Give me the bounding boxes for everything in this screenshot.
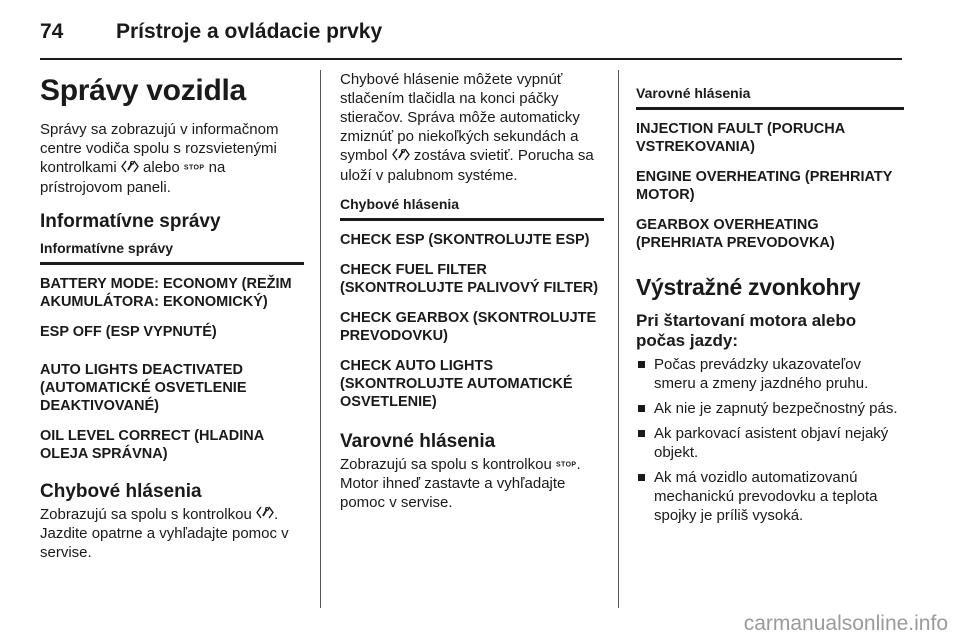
service-wrench-car-icon xyxy=(392,147,410,166)
column-3 xyxy=(636,70,904,531)
error-messages-heading: Chybové hlásenia xyxy=(40,480,202,502)
warning-messages-heading: Varovné hlásenia xyxy=(340,430,496,452)
chimes-subheading: Pri štartovaní motora alebo počas jazdy: xyxy=(636,311,857,350)
warning-paragraph: Zobrazujú sa spolu s kontrolkou STOP. Motor ihneď zastavte a vyhľadajte pomoc v servise. xyxy=(340,455,581,512)
warning-message: ENGINE OVERHEATING (PREHRIATY MOTOR) xyxy=(636,169,893,203)
info-message: OIL LEVEL CORRECT (HLADINA OLEJA SPRÁVNA) xyxy=(40,427,264,462)
chimes-list xyxy=(636,355,904,525)
info-table-header: Informatívne správy xyxy=(40,237,304,265)
intro-paragraph: Správy sa zobrazujú v informačnom centre vodiča spolu s rozsvietenými kontrolkami alebo STOP na prístrojovom paneli. xyxy=(40,121,279,196)
list-item: Ak nie je zapnutý bezpečnostný pás. xyxy=(636,399,904,418)
error-message: CHECK FUEL FILTER (SKONTROLUJTE PALIVOVÝ FILTER) xyxy=(340,261,599,296)
bullet-square-icon xyxy=(638,361,645,368)
page-header xyxy=(40,14,900,58)
info-messages-heading: Informatívne správy xyxy=(40,210,221,232)
warning-message: GEARBOX OVERHEATING (PREHRIATA PREVODOVKA) xyxy=(636,217,835,251)
list-item: Počas prevádzky ukazovateľov smeru a zmeny jazdného pruhu. xyxy=(636,355,904,393)
error-message: CHECK GEARBOX (SKONTROLUJTE PREVODOVKU) xyxy=(340,309,597,344)
error-message: CHECK ESP (SKONTROLUJTE ESP) xyxy=(340,231,590,248)
bullet-square-icon xyxy=(638,430,645,437)
service-wrench-car-icon xyxy=(256,505,274,524)
error-paragraph: Zobrazujú sa spolu s kontrolkou . Jazdite opatrne a vyhľadajte pomoc v servise. xyxy=(40,505,289,562)
stop-icon: STOP xyxy=(555,461,577,469)
info-message: AUTO LIGHTS DEACTIVATED (AUTOMATICKÉ OSVETLENIE DEAKTIVOVANÉ) xyxy=(40,361,247,414)
column-1 xyxy=(40,70,304,570)
error-message: CHECK AUTO LIGHTS (SKONTROLUJTE AUTOMATICKÉ OSVETLENIE) xyxy=(340,357,573,410)
warning-message: INJECTION FAULT (PORUCHA VSTREKOVANIA) xyxy=(636,121,845,155)
info-message: BATTERY MODE: ECONOMY (REŽIM AKUMULÁTORA: EKONOMICKÝ) xyxy=(40,275,292,310)
list-item: Ak parkovací asistent objaví nejaký objekt. xyxy=(636,424,904,462)
page-number: 74 xyxy=(40,20,64,43)
watermark: carmanualsonline.info xyxy=(743,612,948,635)
bullet-square-icon xyxy=(638,474,645,481)
section-title: Správy vozidla xyxy=(40,74,246,107)
error-table-header: Chybové hlásenia xyxy=(340,193,604,221)
list-item: Ak má vozidlo automatizovanú mechanickú prevodovku a teplota spojky je príliš vysoká. xyxy=(636,468,904,525)
service-wrench-car-icon xyxy=(121,159,139,178)
column-divider-1 xyxy=(320,70,321,608)
chimes-title: Výstražné zvonkohry xyxy=(636,274,861,300)
column-2 xyxy=(340,70,604,520)
header-rule xyxy=(40,58,902,60)
info-message: ESP OFF (ESP VYPNUTÉ) xyxy=(40,323,217,340)
running-title: Prístroje a ovládacie prvky xyxy=(116,20,383,43)
error-continued-paragraph: Chybové hlásenie môžete vypnúť stlačením tlačidla na konci páčky stieračov. Správa môže automaticky zmiznúť po niekoľkých sekundách a symbol zostáva svietiť. Porucha sa uloží v palubnom systéme. xyxy=(340,71,594,184)
bullet-square-icon xyxy=(638,405,645,412)
warning-table-header: Varovné hlásenia xyxy=(636,82,904,110)
stop-icon: STOP xyxy=(183,164,205,172)
column-divider-2 xyxy=(618,70,619,608)
